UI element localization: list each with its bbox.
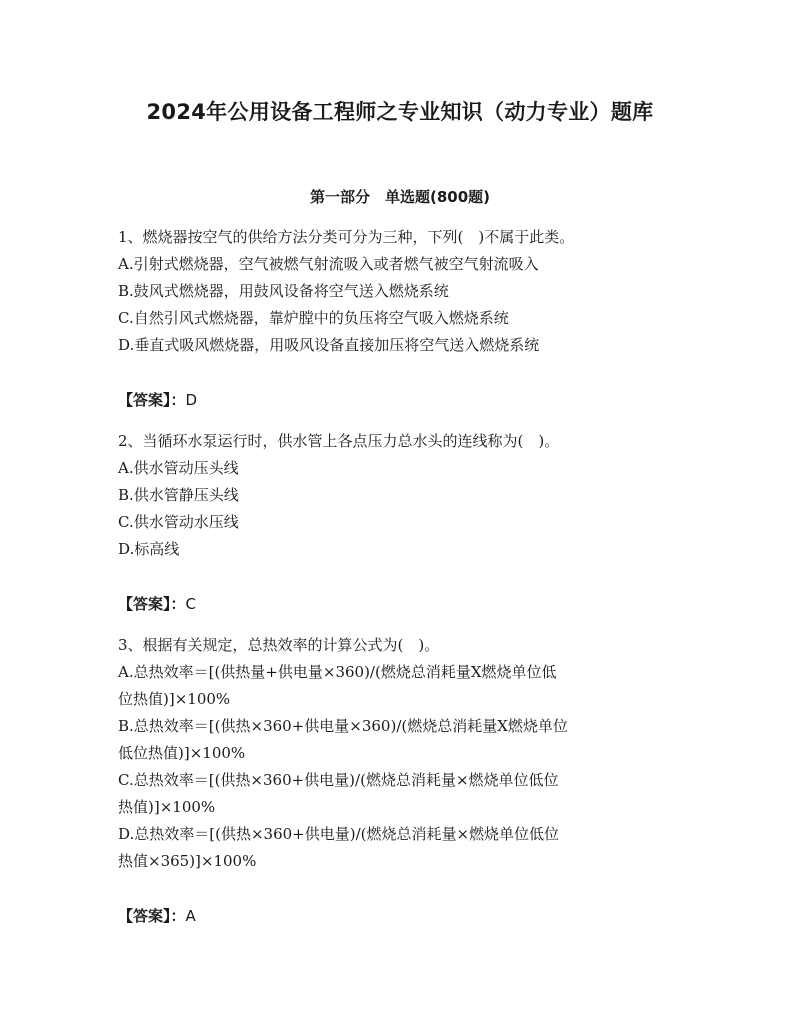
option-d-continued: 热值×365)]×100%	[118, 852, 257, 870]
option-c: C.供水管动水压线	[118, 513, 239, 531]
option-c: C.总热效率＝[(供热×360+供电量)/(燃烧总消耗量×燃烧单位低位	[118, 771, 559, 789]
answer-label: 【答案】：	[118, 595, 186, 613]
option-c: C.自然引风式燃烧器，靠炉膛中的负压将空气吸入燃烧系统	[118, 309, 509, 327]
option-a: A.引射式燃烧器，空气被燃气射流吸入或者燃气被空气射流吸入	[118, 255, 539, 273]
answer-value: D	[185, 391, 198, 409]
option-a: A.供水管动压头线	[118, 459, 239, 477]
answer-line	[118, 594, 688, 614]
answer-line	[118, 390, 688, 410]
option-d: D.总热效率＝[(供热×360+供电量)/(燃烧总消耗量×燃烧单位低位	[118, 825, 560, 843]
page-title: 2024年公用设备工程师之专业知识（动力专业）题库	[146, 100, 654, 124]
answer-value: C	[185, 595, 196, 613]
option-b: B.供水管静压头线	[118, 486, 239, 504]
option-b: B.鼓风式燃烧器，用鼓风设备将空气送入燃烧系统	[118, 282, 449, 300]
question-stem: 2、当循环水泵运行时，供水管上各点压力总水头的连线称为( )。	[118, 432, 560, 450]
option-d: D.标高线	[118, 540, 180, 558]
option-b: B.总热效率＝[(供热×360+供电量×360)/(燃烧总消耗量X燃烧单位	[118, 717, 568, 735]
answer-label: 【答案】：	[118, 907, 186, 925]
question-stem: 3、根据有关规定，总热效率的计算公式为( )。	[118, 636, 440, 654]
option-c-continued: 热值)]×100%	[118, 798, 216, 816]
section-heading: 第一部分 单选题(800题)	[309, 188, 491, 206]
option-d: D.垂直式吸风燃烧器，用吸风设备直接加压将空气送入燃烧系统	[118, 336, 540, 354]
option-b-continued: 低位热值)]×100%	[118, 744, 246, 762]
answer-label: 【答案】：	[118, 391, 186, 409]
answer-value: A	[185, 907, 196, 925]
option-a-continued: 位热值)]×100%	[118, 690, 231, 708]
question-stem: 1、燃烧器按空气的供给方法分类可分为三种，下列( )不属于此类。	[118, 228, 575, 246]
option-a: A.总热效率＝[(供热量+供电量×360)/(燃烧总消耗量X燃烧单位低	[118, 663, 557, 681]
answer-line	[118, 906, 688, 926]
